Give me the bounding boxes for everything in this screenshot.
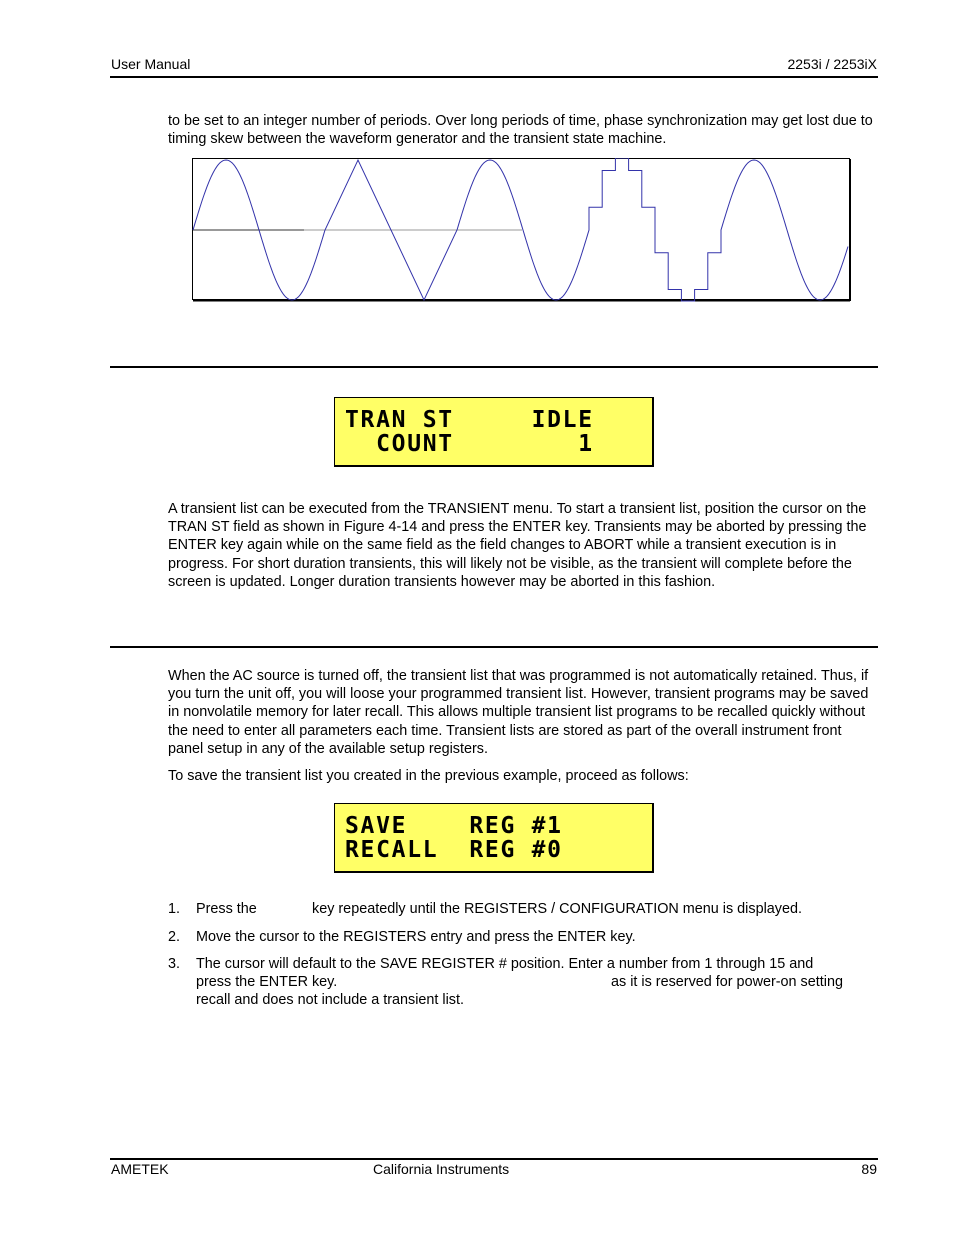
footer-rule (110, 1158, 878, 1160)
footer-center: California Instruments (373, 1161, 510, 1177)
page-number: 89 (861, 1161, 877, 1177)
header-left: User Manual (111, 56, 191, 72)
execute-paragraph: A transient list can be executed from the TRANSIENT menu. To start a transient list, position the cursor on the TRAN ST field as shown in Figure 4-14 and press the ENTER key. Transients may be aborted by pressing the ENTER key again while on the same field as the field changes to ABORT while a transient execution is in progress. For short duration transients, this will likely not be visible, as the transient will complete before the screen is updated. Longer duration transients however may be aborted in this fashion. (168, 501, 867, 590)
waveform-figure (192, 158, 853, 302)
lcd-line-1: TRAN ST IDLE (345, 407, 594, 433)
section-rule (110, 646, 878, 648)
header-right: 2253i / 2253iX (787, 56, 877, 72)
section-rule (110, 366, 878, 368)
lcd-line-1: SAVE REG #1 (345, 813, 563, 839)
footer-left: AMETEK (111, 1161, 169, 1177)
lcd-line-2: COUNT 1 (345, 431, 594, 457)
transient-lcd-display (334, 397, 654, 467)
save-paragraph: When the AC source is turned off, the transient list that was programmed is not automatically retained. Thus, if you turn the unit off, you will loose your programmed transient list. However, transient programs may be saved in nonvolatile memory for later recall. This allows multiple transient list programs to be recalled quickly without the need to enter all parameters each time. Transient lists are stored as part of the overall instrument front panel setup in any of the available setup registers. (168, 668, 869, 757)
lcd-line-2: RECALL REG #0 (345, 837, 563, 863)
intro-paragraph: to be set to an integer number of periods. Over long periods of time, phase synchronization may get lost due to timing skew between the waveform generator and the transient state machine. (168, 113, 873, 148)
register-lcd-display (334, 803, 654, 873)
save-instruction: To save the transient list you created in the previous example, proceed as follows: (168, 768, 689, 784)
waveform-plot (192, 158, 853, 302)
header-rule (110, 76, 878, 78)
